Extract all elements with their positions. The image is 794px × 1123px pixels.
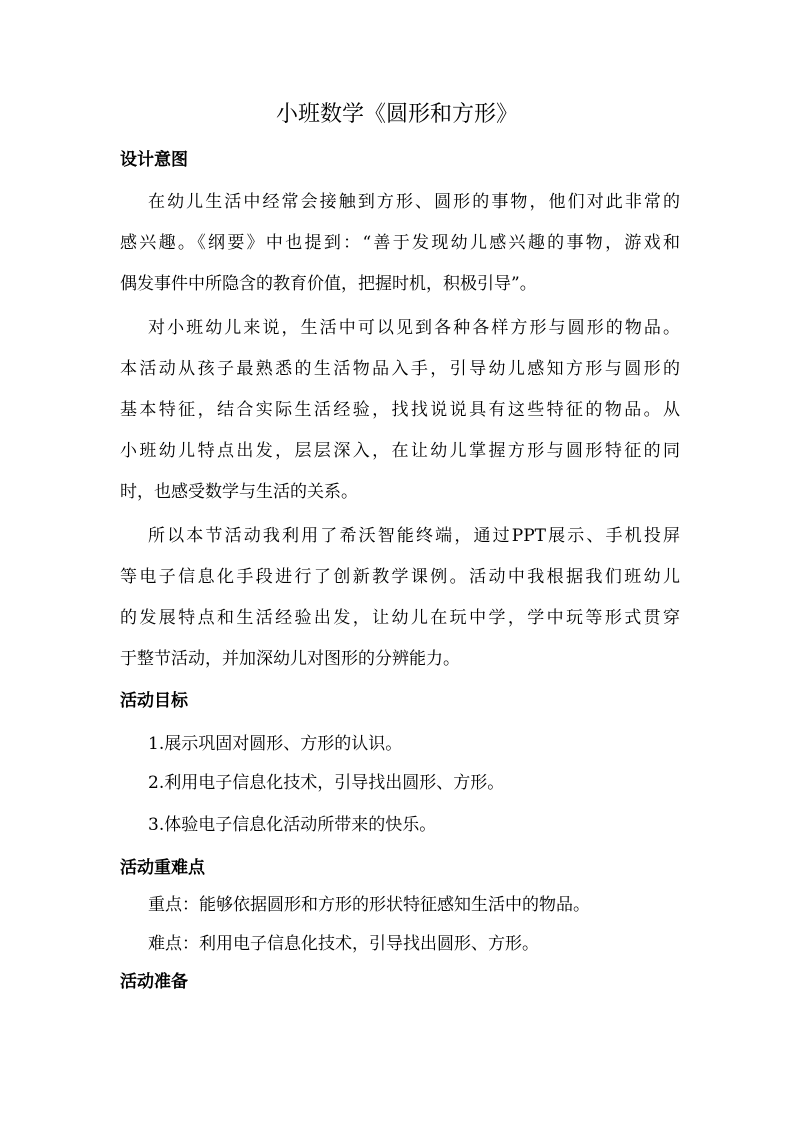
section-heading-preparation: 活动准备 <box>120 972 188 992</box>
section-heading-design-intent: 设计意图 <box>120 150 188 170</box>
paragraph-line: 基本特征，结合实际生活经验，找找说说具有这些特征的物品。从 <box>120 400 680 420</box>
key-point-item: 重点：能够依据圆形和方形的形状特征感知生活中的物品。 <box>148 895 590 915</box>
goal-item: 3.体验电子信息化活动所带来的快乐。 <box>148 815 437 835</box>
paragraph-line: 对小班幼儿来说，生活中可以见到各种各样方形与圆形的物品。 <box>148 318 680 338</box>
section-heading-key-points: 活动重难点 <box>120 858 205 878</box>
paragraph-line: 等电子信息化手段进行了创新教学课例。活动中我根据我们班幼儿 <box>120 567 680 587</box>
section-heading-goals: 活动目标 <box>120 691 188 711</box>
goal-item: 1.展示巩固对圆形、方形的认识。 <box>148 734 403 754</box>
paragraph-line: 感兴趣。《纲要》中也提到：“善于发现幼儿感兴趣的事物，游戏和 <box>120 233 680 253</box>
difficulty-item: 难点：利用电子信息化技术，引导找出圆形、方形。 <box>148 934 539 954</box>
paragraph-line: 于整节活动，并加深幼儿对图形的分辨能力。 <box>120 649 460 669</box>
goal-item: 2.利用电子信息化技术，引导找出圆形、方形。 <box>148 773 505 793</box>
paragraph-line: 本活动从孩子最熟悉的生活物品入手，引导幼儿感知方形与圆形的 <box>120 359 680 379</box>
paragraph-line: 在幼儿生活中经常会接触到方形、圆形的事物，他们对此非常的 <box>148 192 680 212</box>
paragraph-line: 小班幼儿特点出发，层层深入，在让幼儿掌握方形与圆形特征的同 <box>120 441 680 461</box>
paragraph-line: 所以本节活动我利用了希沃智能终端，通过PPT展示、手机投屏 <box>148 526 680 546</box>
paragraph-line: 时，也感受数学与生活的关系。 <box>120 482 358 502</box>
paragraph-line: 的发展特点和生活经验出发，让幼儿在玩中学，学中玩等形式贯穿 <box>120 608 680 628</box>
document-title: 小班数学《圆形和方形》 <box>275 102 518 127</box>
paragraph-line: 偶发事件中所隐含的教育价值，把握时机，积极引导”。 <box>120 274 537 294</box>
